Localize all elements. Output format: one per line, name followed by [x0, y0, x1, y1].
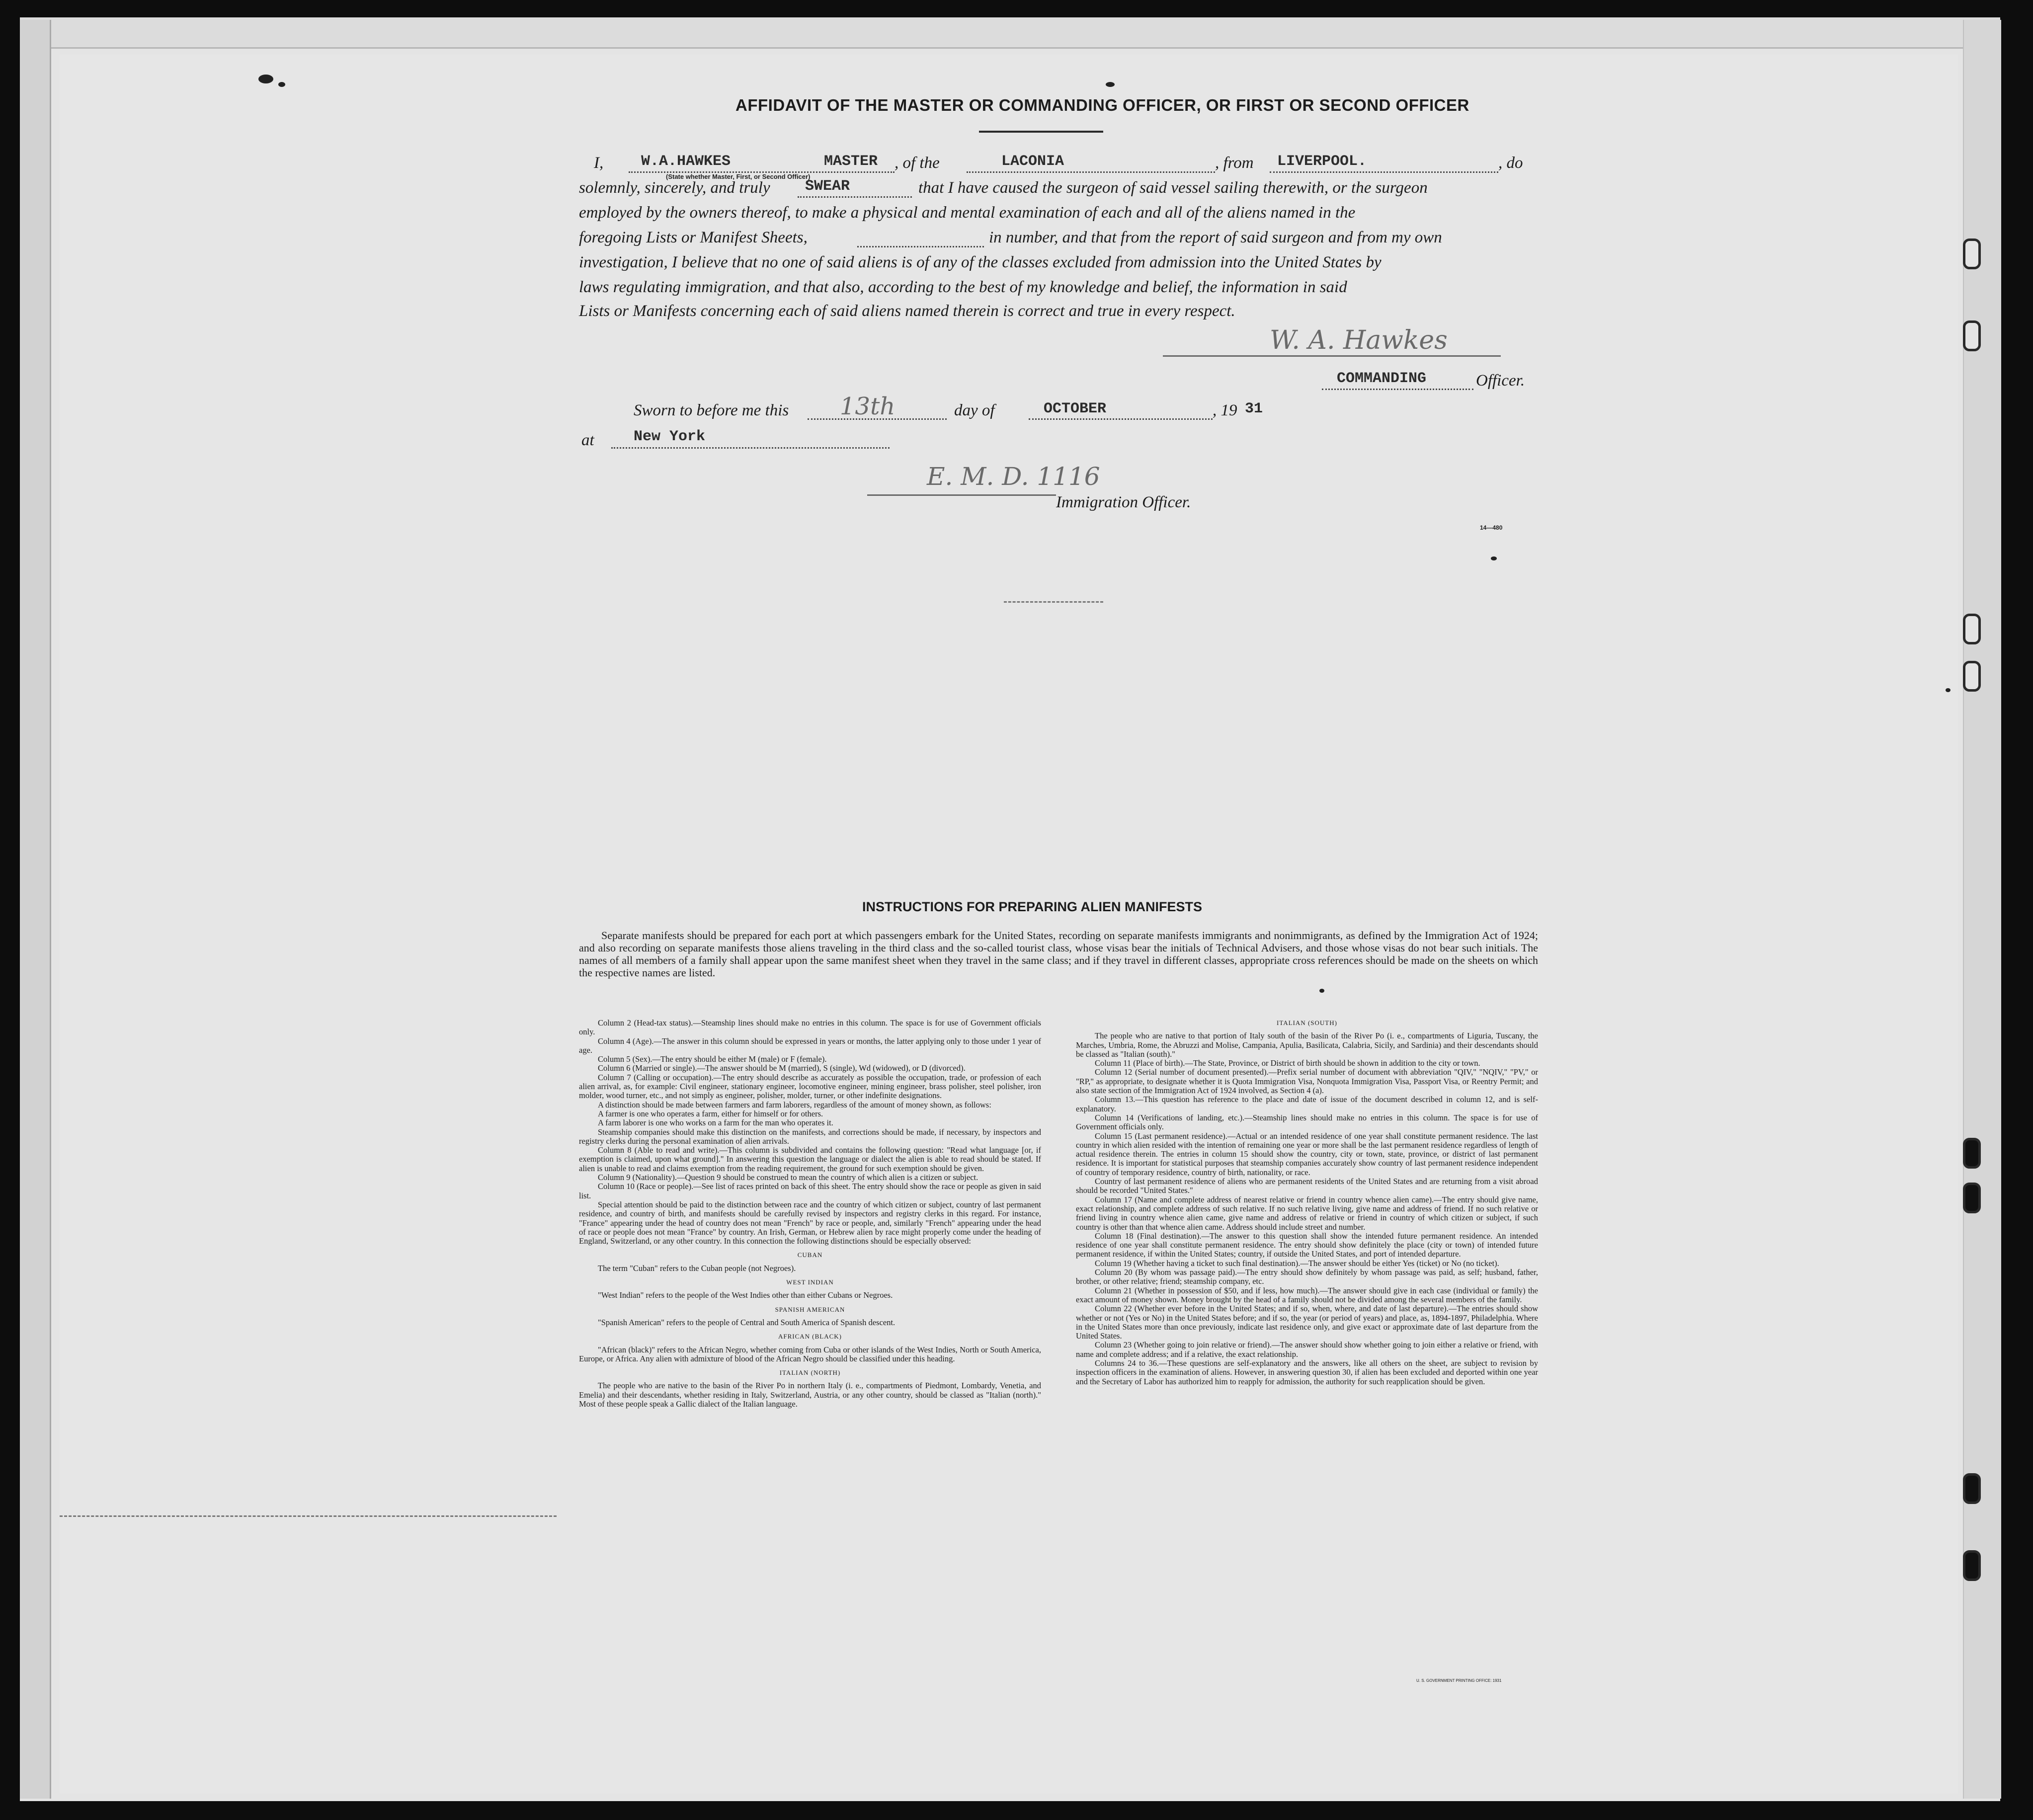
text-of-the: , of the: [895, 154, 940, 172]
immigration-officer-signature: E. M. D. 1116: [927, 462, 1100, 491]
officer-title-typed: COMMANDING: [1337, 370, 1427, 387]
punch-hole-icon: [1963, 1473, 1981, 1504]
heading-italian-north: ITALIAN (NORTH): [779, 1369, 841, 1377]
col11-instruction: Column 11 (Place of birth).—The State, Province, or District of birth should be shown in addition to the city or town.: [1095, 1058, 1480, 1068]
col14-instruction: Column 14 (Verifications of landing, etc.).—Steamship lines should make no entries in this column. The space is for use of Government officials only.: [1076, 1112, 1538, 1132]
oath-line: [798, 196, 912, 198]
month-line: [1029, 418, 1213, 420]
col17-instruction: Column 17 (Name and complete address of nearest relative or friend in country whence alien came).—The entry should give name, exact relationship, and complete address of such relative. If no such relative living, give name and address of friend. If no such relative or friend living in country whence alien came, give name and address of relative or friend in country of which citizen or subject, if such country is other than that whence alien came. Address should include street and number.: [1076, 1194, 1538, 1232]
instructions-intro: Separate manifests should be prepared for each port at which passengers embark for the United States, recording on separate manifests immigrants and nonimmigrants, as defined by the Immigration Act of 1924; and also recording on separate manifests those aliens traveling in the third class and the so-called tourist class, whose visas bear the initials of Technical Advisers, and those whose visas do not bear such initials. The names of all members of a family shall appear upon the same manifest sheet when they travel in the same class; and if they travel in different classes, appropriate cross references should be made on the sheets on which the respective names are listed.: [579, 929, 1538, 979]
number-line: [857, 246, 984, 247]
spanish-american-definition: "Spanish American" refers to the people of Central and South America of Spanish descent.: [598, 1317, 895, 1327]
text-laws: laws regulating immigration, and that also, according to the best of my knowledge and belief, the information in said: [579, 278, 1347, 296]
col23-instruction: Column 23 (Whether going to join relative or friend).—The answer should show whether going to join either a relative or friend, with name and complete address; and if a relative, the exact relationship.: [1076, 1340, 1538, 1359]
col13-instruction: Column 13.—This question has reference to the place and date of issue of the document described in column 12, and is self-explanatory.: [1076, 1095, 1538, 1113]
oath-word: SWEAR: [805, 178, 850, 195]
heading-cuban: CUBAN: [797, 1251, 823, 1259]
col5-instruction: Column 5 (Sex).—The entry should be either M (male) or F (female).: [598, 1054, 827, 1064]
ink-speck: [1946, 688, 1951, 692]
immigration-signature-line: [867, 494, 1056, 496]
punch-hole-icon: [1963, 320, 1981, 351]
col21-instruction: Column 21 (Whether in possession of $50, and if less, how much).—The answer should give in each case (individual or family) the exact amount of money shown. Money brought by the head of a family should not be divided among the several members of the family.: [1076, 1285, 1538, 1304]
col7-instruction: Column 7 (Calling or occupation).—The entry should describe as accurately as possible the occupation, trade, or profession of each alien arrival, as, for example: Civil engineer, stationary engineer, locomotive engineer, mining engineer, brass polisher, steel polisher, iron molder, wood turner, etc., and not simply as engineer, polisher, molder, turner, or other indefinite designations.: [579, 1072, 1041, 1101]
col19-instruction: Column 19 (Whether having a ticket to such final destination).—The answer should be either Yes (ticket) or No (no ticket).: [1095, 1258, 1499, 1268]
text-lists: Lists or Manifests concerning each of said aliens named therein is correct and true in every respect.: [579, 302, 1235, 320]
col15-us-residents: Country of last permanent residence of aliens who are permanent residents of the United States and are returning from a visit abroad should be recorded "United States.": [1076, 1177, 1538, 1195]
text-surgeon: that I have caused the surgeon of said vessel sailing therewith, or the surgeon: [918, 179, 1428, 197]
text-investigation: investigation, I believe that no one of said aliens is of any of the classes excluded from admission into the United States by: [579, 253, 1382, 271]
text-immigration-officer: Immigration Officer.: [1056, 493, 1191, 511]
text-from: , from: [1215, 154, 1254, 172]
ink-speck: [1491, 556, 1497, 560]
punch-hole-icon: [1963, 1183, 1981, 1213]
port-name: LIVERPOOL.: [1277, 153, 1367, 170]
col24-36-instruction: Columns 24 to 36.—These questions are self-explanatory and the answers, like all others on the sheet, are subject to revision by inspection officers in the examination of aliens. However, in answering question 30, if alien has been excluded and deported within one year and the Secretary of Labor has authorized him to reapply for admission, the authority for such reapplication should be given.: [1076, 1358, 1538, 1386]
punch-hole-icon: [1963, 1138, 1981, 1169]
affidavit-title: AFFIDAVIT OF THE MASTER OR COMMANDING OFFICER, OR FIRST OR SECOND OFFICER: [735, 96, 1469, 114]
punch-hole-icon: [1963, 238, 1981, 269]
punch-hole-icon: [1963, 1550, 1981, 1581]
text-foregoing: foregoing Lists or Manifest Sheets,: [579, 229, 808, 246]
sheet-edge-right: [1963, 20, 2001, 1799]
text-do: , do: [1498, 154, 1523, 172]
col15-instruction: Column 15 (Last permanent residence).—Actual or an intended residence of one year shall constitute permanent residence. The last country in which alien resided with the intention of remaining one year or more shall be the last permanent residence regardless of length of actual residence therein. The entries in column 15 should show the country, city or town, state, province, or district of last permanent residence. It is important for statistical purposes that steamship companies accurately show country of last permanent residence independent of country of temporary residence, country of birth, nationality, or race.: [1076, 1131, 1538, 1177]
ink-speck: [1106, 82, 1115, 87]
heading-italian-south: ITALIAN (SOUTH): [1277, 1019, 1337, 1027]
cuban-definition: The term "Cuban" refers to the Cuban people (not Negroes).: [598, 1263, 796, 1273]
west-indian-definition: "West Indian" refers to the people of the West Indies other than either Cubans or Negroes.: [598, 1290, 893, 1300]
officer-title-line: [1322, 389, 1473, 390]
sworn-place: New York: [634, 428, 706, 445]
master-signature: W. A. Hawkes: [1270, 325, 1448, 355]
col12-instruction: Column 12 (Serial number of document presented).—Prefix serial number of document with abbreviation "QIV," "NQIV," "PV," or "RP," as appropriate, to designate whether it is Quota Immigration Visa, Nonquota Immigration Visa, Passport Visa, or Reentry Permit; and also state section of the Immigration Act of 1924 involved, as Section 4 (a).: [1076, 1067, 1538, 1096]
instructions-title: INSTRUCTIONS FOR PREPARING ALIEN MANIFESTS: [862, 899, 1203, 914]
col9-instruction: Column 9 (Nationality).—Question 9 should be construed to mean the country of which alien is a citizen or subject.: [598, 1173, 978, 1183]
text-officer: Officer.: [1476, 372, 1525, 390]
rank-note: (State whether Master, First, or Second Officer): [666, 173, 811, 180]
port-line: [1270, 171, 1498, 173]
ink-speck: [1319, 989, 1324, 993]
signature-line: [1163, 355, 1501, 357]
heading-african: AFRICAN (BLACK): [778, 1333, 842, 1341]
col6-instruction: Column 6 (Married or single).—The answer should be M (married), S (single), Wd (widowed), or D (divorced).: [598, 1063, 966, 1073]
african-definition: "African (black)" refers to the African Negro, whether coming from Cuba or other islands of the West Indies, North or South America, Europe, or Africa. Any alien with admixture of blood of the African Negro should be classified under this heading.: [579, 1345, 1041, 1363]
text-day-of: day of: [954, 401, 995, 419]
officer-rank: MASTER: [824, 153, 878, 170]
col2-instruction: Column 2 (Head-tax status).—Steamship lines should make no entries in this column. The space is for use of Government officials only.: [579, 1018, 1041, 1037]
italian-north-definition: The people who are native to the basin of the River Po in northern Italy (i. e., compartments of Piedmont, Lombardy, Venetia, and Emelia) and their descendants, whether residing in Italy, Switzerland, Austria, or any other country, should be classed as "Italian (north)." Most of these people speak a Gallic dialect of the Italian language.: [579, 1381, 1041, 1409]
farm-laborer-definition: A farm laborer is one who works on a farm for the man who operates it.: [598, 1118, 833, 1128]
text-at: at: [581, 431, 594, 449]
farmer-definition: A farmer is one who operates a farm, either for himself or for others.: [598, 1108, 823, 1118]
instructions-left-column: [579, 1019, 1041, 1409]
sheet-edge-top: [20, 17, 2000, 49]
sworn-day: 13th: [840, 393, 895, 420]
punch-hole-icon: [1963, 661, 1981, 692]
col22-instruction: Column 22 (Whether ever before in the United States; and if so, when, where, and date of last departure).—The entries should show whether or not (Yes or No) in the United States before; and if so, the year (or period of years) and place, as, 1894-1897, Philadelphia. Where in the United States more than once previously, indicate last residence only, and give exact or approximate date of last departure from the United States.: [1076, 1304, 1538, 1341]
text-nineteen: , 19: [1213, 401, 1237, 419]
day-line: [808, 418, 947, 420]
officer-name: W.A.HAWKES: [641, 153, 731, 170]
distinction-corrections: Steamship companies should make this distinction on the manifests, and corrections should be made, if necessary, by inspectors and registry clerks during the personal examination of alien arrivals.: [579, 1127, 1041, 1146]
faint-dashed-mark: [1004, 601, 1103, 603]
punch-hole-icon: [1963, 614, 1981, 644]
text-sworn: Sworn to before me this: [634, 401, 789, 419]
col4-instruction: Column 4 (Age).—The answer in this column should be expressed in years or months, the latter applying only to those under 1 year of age.: [579, 1036, 1041, 1055]
col20-instruction: Column 20 (By whom was passage paid).—The entry should show definitely by whom passage was paid, as self; husband, father, brother, or other relative; friend; steamship company, etc.: [1076, 1267, 1538, 1286]
form-number: 14—480: [1480, 524, 1503, 531]
col18-instruction: Column 18 (Final destination).—The answer to this question shall show the intended future permanent residence. An intended residence of one year shall constitute permanent residence. The entry should show definitely the place (city or town) of intended future permanent residence, if within the United States; country, if outside the United States, and port of intended departure.: [1076, 1231, 1538, 1259]
printer-imprint: U. S. GOVERNMENT PRINTING OFFICE: 1931: [1416, 1678, 1502, 1683]
sworn-month: OCTOBER: [1044, 400, 1107, 417]
faint-dashed-mark: [60, 1515, 557, 1517]
title-rule: [979, 131, 1103, 133]
instructions-right-column: [1076, 1019, 1538, 1386]
sheet-edge-left: [20, 20, 51, 1799]
italian-south-definition: The people who are native to that portion of Italy south of the basin of the River Po (i. e., compartments of Liguria, Tuscany, the Marches, Umbria, Rome, the Abruzzi and Molise, Campania, Apulia, Basilicata, Calabria, Sicily, and Sardinia) and their descendants should be classed as "Italian (south).": [1076, 1031, 1538, 1059]
ink-speck: [278, 82, 285, 87]
col8-instruction: Column 8 (Able to read and write).—This column is subdivided and contains the following question: "Read what language [or, if exemption is claimed, upon what ground]." In answering this question the language or dialect the alien is able to read should be stated. If alien is unable to read and claims exemption from the reading requirement, the ground for such exemption should be given.: [579, 1145, 1041, 1173]
col10-instruction: Column 10 (Race or people).—See list of races printed on back of this sheet. The entry should show the race or people as given in said list.: [579, 1182, 1041, 1200]
place-line: [611, 447, 890, 449]
race-distinction: Special attention should be paid to the distinction between race and the country of which citizen or subject, country of last permanent residence, and country of birth, and manifests should be carefully revised by inspectors and registry clerks in this regard. For instance, "France" appearing under the head of country does not mean "French" by race or people, and, similarly "French" appearing under the head of race or people does not mean "France" by country. An Irish, German, or Hebrew alien by race might properly come under the heading of England, Switzerland, or any other country. In this connection the following distinctions should be especially observed:: [579, 1199, 1041, 1246]
text-employed: employed by the owners thereof, to make a physical and mental examination of each and all of the aliens named in the: [579, 204, 1356, 222]
ink-speck: [258, 75, 273, 83]
sworn-year: 31: [1245, 400, 1263, 417]
farmer-distinction: A distinction should be made between farmers and farm laborers, regardless of the amount of money shown, as follows:: [598, 1100, 991, 1109]
text-in-number: in number, and that from the report of said surgeon and from my own: [989, 229, 1442, 246]
text-solemnly: solemnly, sincerely, and truly: [579, 179, 770, 197]
vessel-name: LACONIA: [1001, 153, 1064, 170]
vessel-line: [967, 171, 1215, 173]
text-i: I,: [594, 154, 604, 172]
heading-spanish-american: SPANISH AMERICAN: [775, 1305, 845, 1313]
heading-west-indian: WEST INDIAN: [786, 1278, 834, 1286]
